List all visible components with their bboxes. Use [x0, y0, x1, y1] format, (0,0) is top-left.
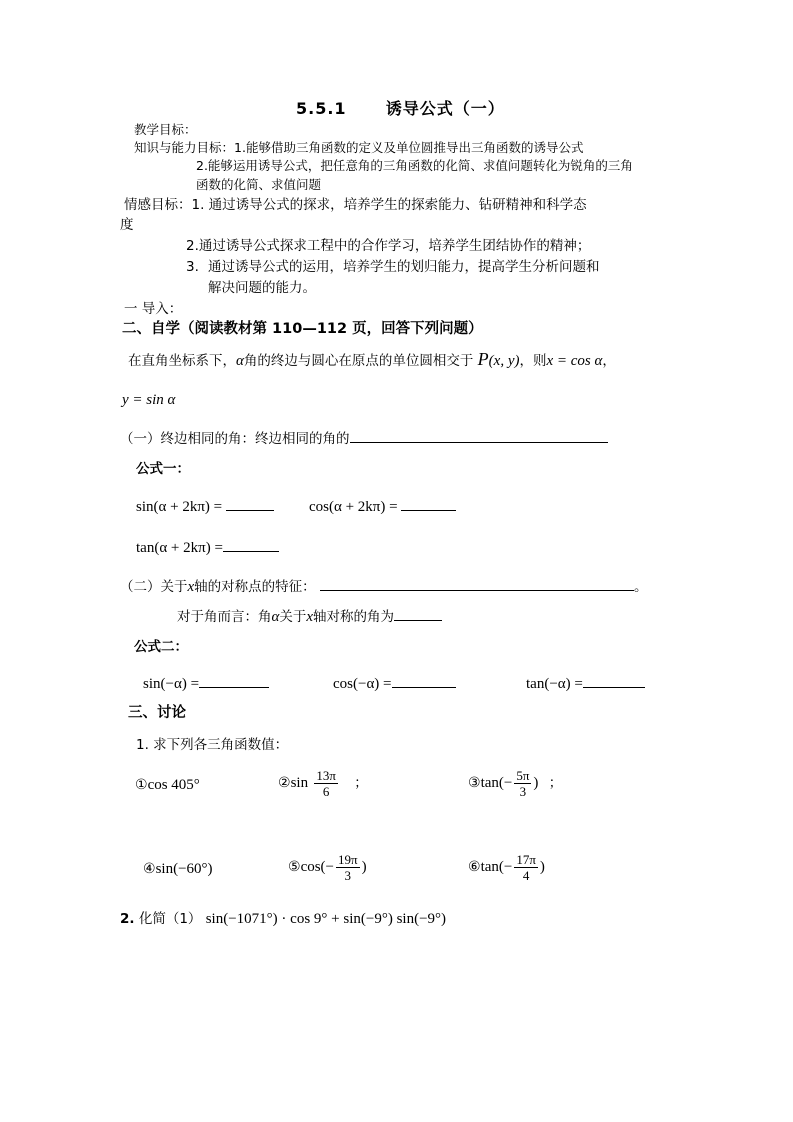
section-selfstudy: 二、自学（阅读教材第 110—112 页，回答下列问题）	[122, 321, 483, 337]
problem-1	[135, 776, 200, 794]
problem-1-expr: cos 405°	[147, 777, 200, 793]
problem-3-tail: ；	[548, 775, 563, 791]
problem-3-number: ③	[468, 775, 481, 791]
formula-two-tan-text: tan(−α) =	[526, 676, 583, 692]
emotion-goal-line-1	[124, 196, 587, 214]
problem-2-fraction	[314, 768, 338, 799]
selfstudy-text-1: 在直角坐标系下，	[128, 353, 236, 369]
page-title	[296, 100, 505, 118]
formula-two-cos-text: cos(−α) =	[333, 676, 392, 692]
problem-6	[468, 850, 545, 884]
equation-x: x = cos α	[546, 353, 603, 369]
formula-two-label: 公式二：	[134, 639, 188, 655]
problem-1-number: ①	[135, 777, 148, 793]
angle-text-b: 关于	[279, 609, 307, 625]
problem-5	[288, 850, 367, 884]
emotion-goal-3b: 解决问题的能力。	[208, 280, 316, 296]
problem-5-fraction	[336, 852, 360, 883]
emotion-goal-1a: 1. 通过诱导公式的探求，培养学生的探索能力、钻研精神和科学态	[191, 197, 587, 213]
knowledge-goal-line-1	[134, 139, 583, 157]
emotion-label: 情感目标：	[124, 197, 192, 213]
part2-label-a: （二）关于	[120, 579, 188, 595]
formula-two-sin-blank[interactable]	[199, 673, 269, 688]
emotion-goal-1b: 度	[120, 217, 134, 233]
problem-6-close: )	[539, 859, 545, 875]
section-intro: 一 导入：	[124, 301, 183, 317]
formula-two-tan	[526, 673, 645, 693]
problem-5-close: )	[361, 859, 367, 875]
formula-two-cos	[333, 673, 456, 693]
selfstudy-text-3: ，则	[519, 353, 547, 369]
angle-text-c: 轴对称的角为	[313, 609, 395, 625]
formula-one-sin-text: sin(α + 2kπ) =	[136, 499, 223, 515]
part1-label: （一）终边相同的角：终边相同的角的	[120, 431, 350, 447]
problem-6-denominator: 4	[522, 867, 530, 883]
part2-angle-line	[177, 606, 442, 626]
goals-heading: 教学目标：	[134, 122, 197, 137]
formula-one-sin	[136, 496, 274, 516]
question-2-label: 2.	[120, 911, 135, 927]
question-2-text: 化简（1）	[138, 911, 202, 927]
part2-period: 。	[633, 579, 648, 595]
formula-two-cos-blank[interactable]	[392, 673, 456, 688]
formula-one-tan-text: tan(α + 2kπ) =	[136, 540, 223, 556]
question-2-expression: sin(−1071°) · cos 9° + sin(−9°) sin(−9°)	[205, 911, 447, 927]
problem-2	[278, 766, 368, 800]
alpha-symbol: α	[236, 353, 244, 369]
formula-one-tan-blank[interactable]	[223, 537, 279, 552]
problem-5-fn: cos(−	[300, 859, 335, 875]
problem-6-fn: tan(−	[480, 859, 513, 875]
angle-text-a: 对于角而言：角	[177, 609, 272, 625]
formula-one-label: 公式一：	[136, 461, 190, 477]
problem-2-tail: ；	[354, 775, 368, 791]
formula-one-cos-blank[interactable]	[401, 496, 456, 511]
part2-answer-blank[interactable]	[320, 576, 634, 591]
point-p: P	[477, 349, 489, 369]
section-discussion: 三、讨论	[128, 705, 186, 721]
problem-4-number: ④	[143, 861, 156, 877]
problem-3-close: )	[533, 775, 539, 791]
equation-y: y = sin α	[122, 392, 176, 408]
knowledge-label: 知识与能力目标：	[134, 140, 235, 155]
problem-2-fn: sin	[290, 775, 309, 791]
problem-3	[468, 766, 562, 800]
problem-3-numerator: 5π	[516, 767, 530, 783]
emotion-goal-2: 2.通过诱导公式探求工程中的合作学习，培养学生团结协作的精神；	[186, 238, 591, 254]
question-1: 1. 求下列各三角函数值：	[136, 737, 289, 753]
problem-4	[143, 860, 213, 878]
emotion-goal-3-num: 3.	[186, 259, 199, 275]
formula-two-sin-text: sin(−α) =	[143, 676, 200, 692]
part2-line	[120, 576, 647, 596]
angle-x: x	[306, 609, 314, 625]
point-coordinates: (x, y)	[488, 353, 520, 369]
question-2	[120, 910, 446, 928]
part2-x: x	[187, 579, 195, 595]
problem-6-number: ⑥	[468, 859, 481, 875]
title-text: 诱导公式（一）	[385, 99, 505, 118]
problem-6-numerator: 17π	[516, 851, 536, 867]
problem-6-fraction	[514, 852, 538, 883]
problem-3-denominator: 3	[519, 783, 527, 799]
problem-4-expr: sin(−60°)	[155, 861, 213, 877]
problem-3-fraction	[514, 768, 531, 799]
formula-one-sin-blank[interactable]	[226, 496, 274, 511]
formula-two-sin	[143, 673, 269, 693]
knowledge-goal-1: 1.能够借助三角函数的定义及单位圆推导出三角函数的诱导公式	[234, 140, 584, 155]
problem-3-fn: tan(−	[480, 775, 513, 791]
formula-one-tan	[136, 537, 279, 557]
comma: ，	[602, 353, 616, 369]
angle-answer-blank[interactable]	[394, 606, 442, 621]
problem-2-number: ②	[278, 775, 291, 791]
emotion-goal-3a: 通过诱导公式的运用，培养学生的划归能力，提高学生分析问题和	[208, 259, 600, 275]
problem-2-denominator: 6	[322, 783, 330, 799]
selfstudy-line-1	[128, 350, 616, 370]
part1-line	[120, 428, 608, 448]
section-number: 5.5.1	[296, 99, 347, 118]
problem-5-numerator: 19π	[338, 851, 358, 867]
problem-2-numerator: 13π	[316, 767, 336, 783]
part1-answer-blank[interactable]	[350, 428, 608, 443]
formula-one-cos	[309, 496, 456, 516]
problem-5-number: ⑤	[288, 859, 301, 875]
knowledge-goal-2a: 2.能够运用诱导公式，把任意角的三角函数的化简、求值问题转化为锐角的三角	[196, 158, 633, 173]
formula-two-tan-blank[interactable]	[583, 673, 645, 688]
selfstudy-text-2: 角的终边与圆心在原点的单位圆相交于	[243, 353, 474, 369]
part2-label-b: 轴的对称点的特征：	[194, 579, 316, 595]
angle-alpha: α	[271, 609, 280, 625]
knowledge-goal-2b: 函数的化简、求值问题	[196, 177, 322, 192]
problem-5-denominator: 3	[344, 867, 352, 883]
formula-one-cos-text: cos(α + 2kπ) =	[309, 499, 398, 515]
